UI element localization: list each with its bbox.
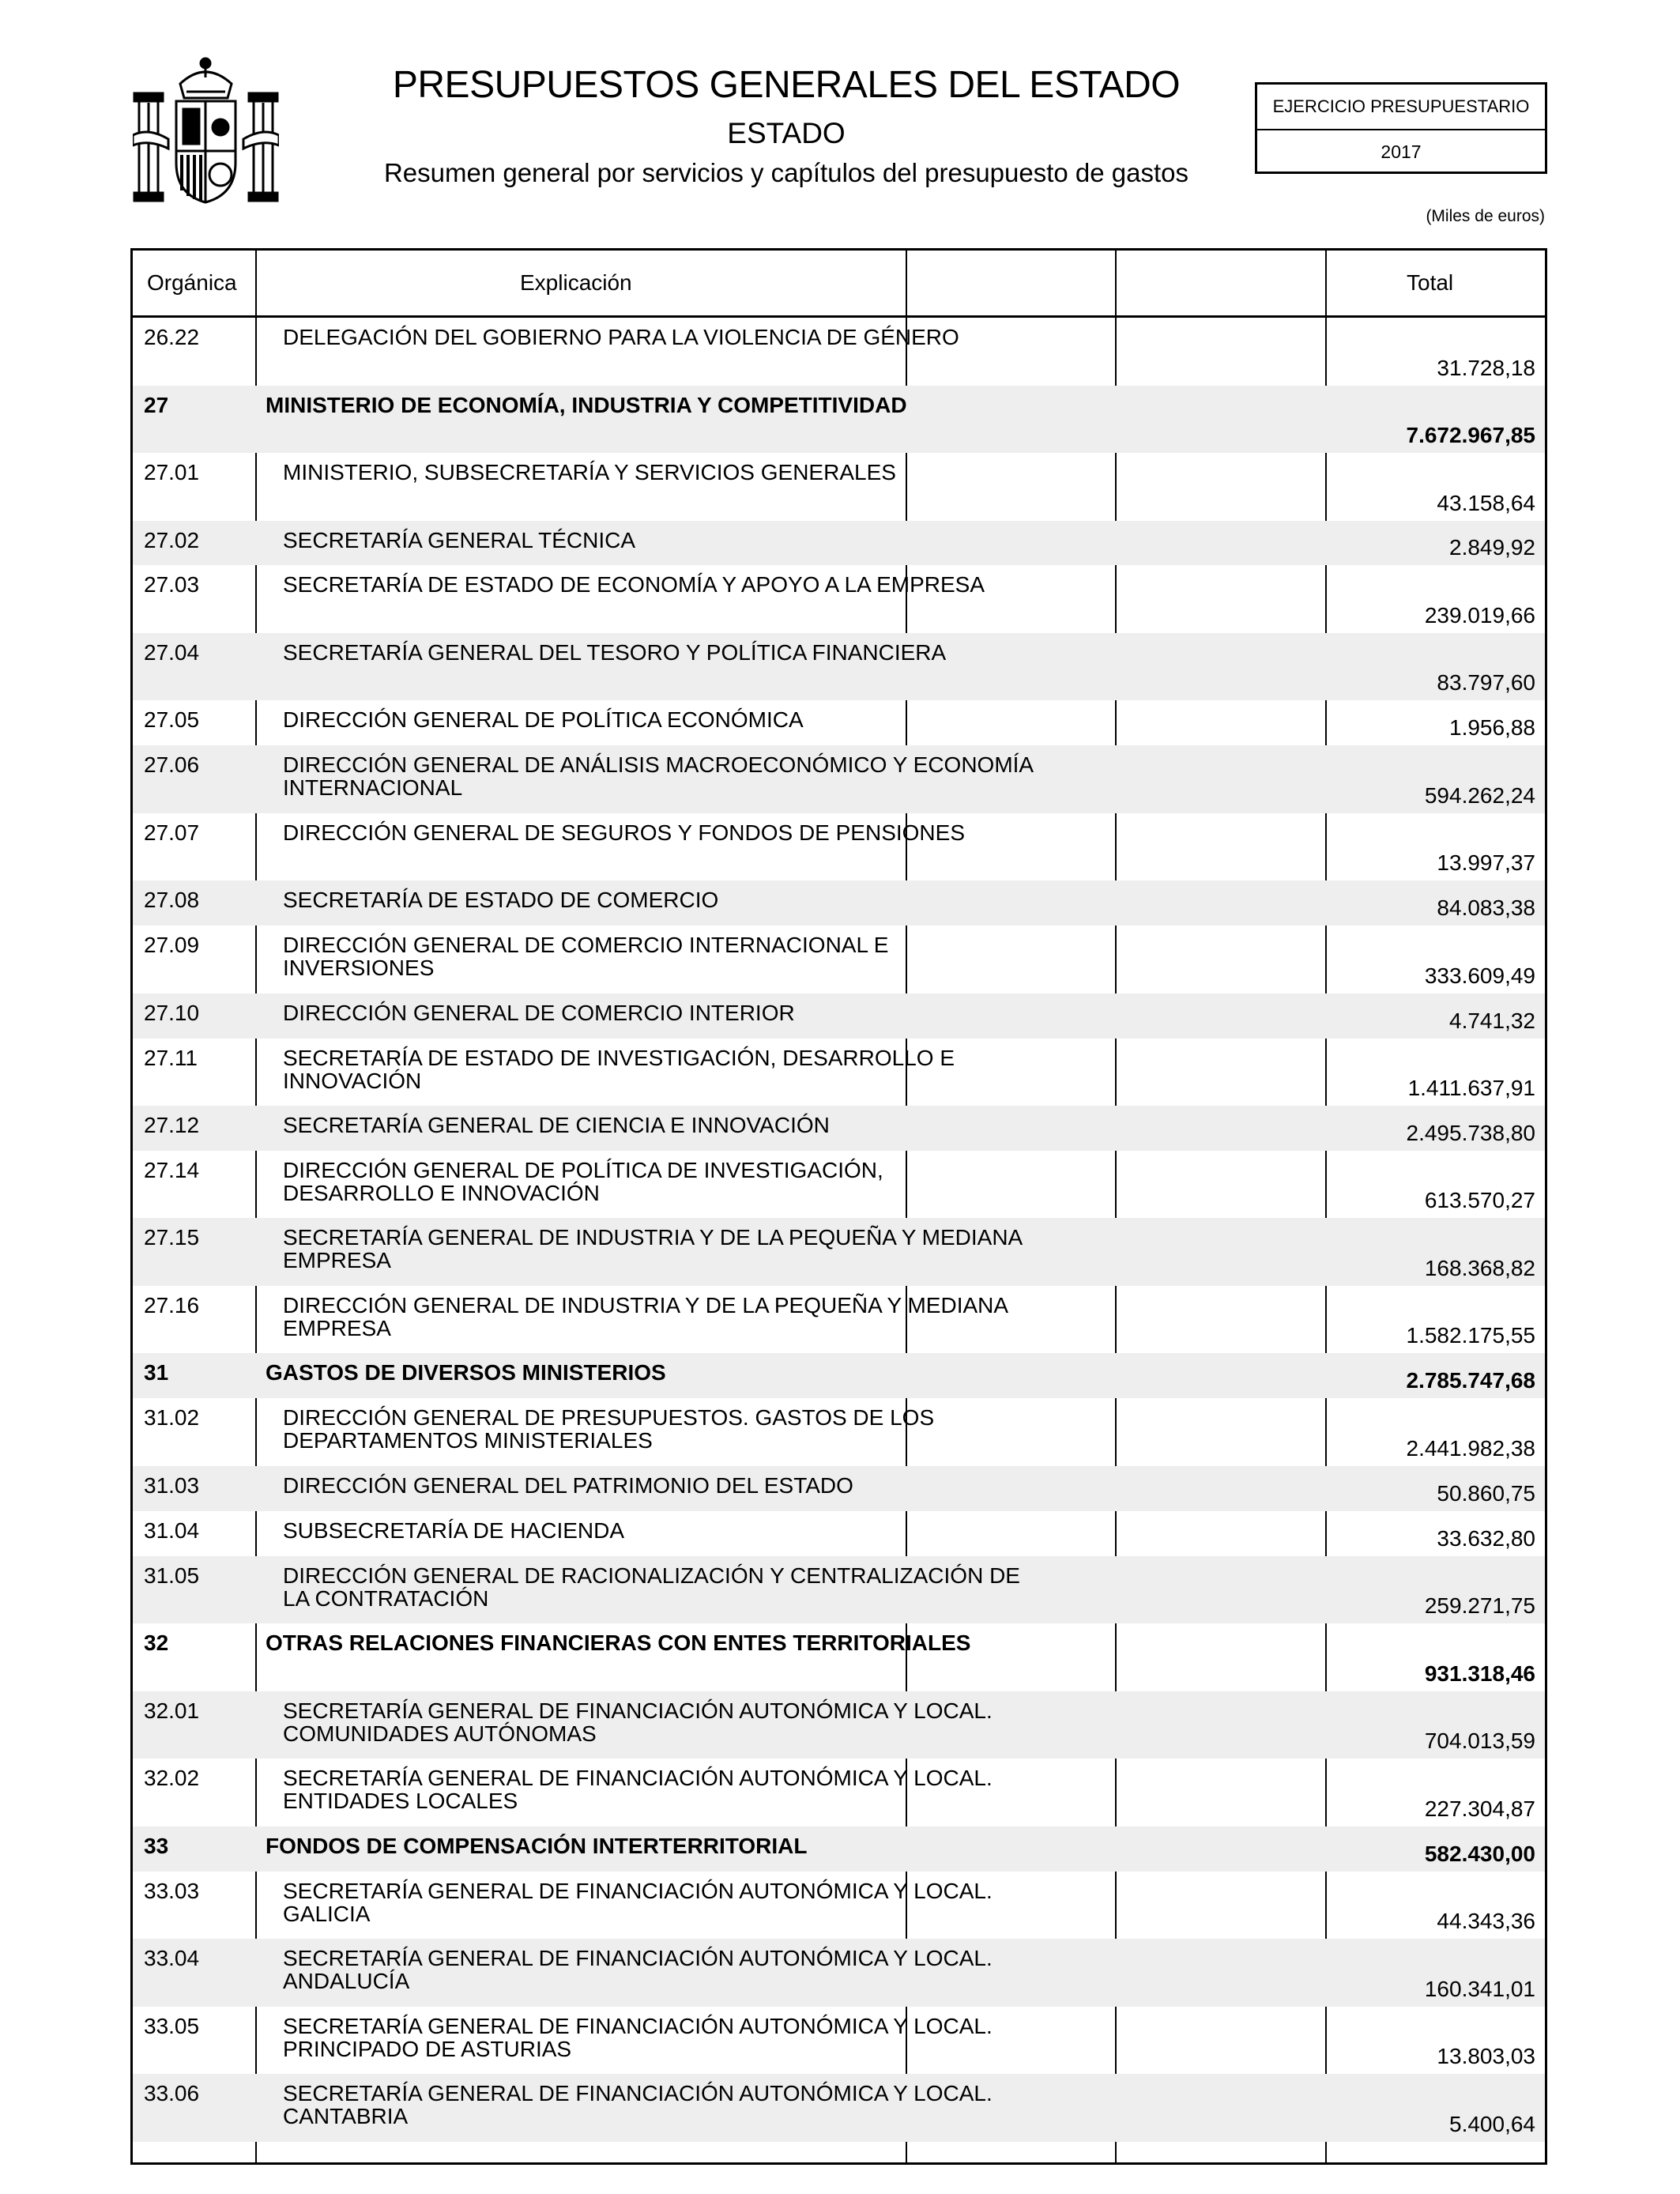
row-code: 32 [144, 1630, 169, 1656]
row-description: SECRETARÍA GENERAL DE CIENCIA E INNOVACIÓN [283, 1113, 830, 1138]
row-total: 704.013,59 [1424, 1728, 1535, 1754]
row-description: DELEGACIÓN DEL GOBIERNO PARA LA VIOLENCIA DE GÉNERO [283, 325, 959, 349]
row-code: 33.03 [144, 1878, 200, 1903]
row-total: 5.400,64 [1449, 2111, 1535, 2136]
row-description: MINISTERIO, SUBSECRETARÍA Y SERVICIOS GENERALES [283, 460, 896, 484]
row-total: 31.728,18 [1437, 355, 1535, 380]
row-description: DIRECCIÓN GENERAL DE RACIONALIZACIÓN Y CENTRALIZACIÓN DE LA CONTRATACIÓN [283, 1563, 1020, 1611]
row-code: 33.06 [144, 2081, 200, 2106]
fiscal-year-value: 2017 [1381, 141, 1422, 162]
row-description: SECRETARÍA GENERAL DE FINANCIACIÓN AUTONÓMICA Y LOCAL. ANDALUCÍA [283, 1946, 993, 1994]
row-code: 31 [144, 1360, 169, 1385]
table-row [133, 1939, 1545, 2007]
row-total: 613.570,27 [1424, 1188, 1535, 1213]
table-row [133, 565, 1545, 633]
row-description: OTRAS RELACIONES FINANCIERAS CON ENTES TERRITORIALES [266, 1630, 971, 1656]
row-description: MINISTERIO DE ECONOMÍA, INDUSTRIA Y COMPETITIVIDAD [266, 392, 907, 417]
row-code: 26.22 [144, 325, 200, 349]
row-code: 33.05 [144, 2013, 200, 2038]
table-row [133, 745, 1545, 813]
fiscal-year-box [1255, 82, 1547, 174]
table-row [133, 1556, 1545, 1624]
row-description: SECRETARÍA GENERAL DE FINANCIACIÓN AUTONÓMICA Y LOCAL. PRINCIPADO DE ASTURIAS [283, 2013, 993, 2061]
table-row [133, 2007, 1545, 2075]
row-total: 594.262,24 [1424, 782, 1535, 808]
row-total: 227.304,87 [1424, 1796, 1535, 1821]
fiscal-year-label: EJERCICIO PRESUPUESTARIO [1257, 85, 1545, 130]
table-row [133, 1151, 1545, 1219]
row-total: 13.997,37 [1437, 850, 1535, 876]
row-code: 27.08 [144, 888, 200, 913]
row-description: SUBSECRETARÍA DE HACIENDA [283, 1517, 625, 1543]
row-code: 32.01 [144, 1698, 200, 1723]
row-description: FONDOS DE COMPENSACIÓN INTERTERRITORIAL [266, 1833, 808, 1858]
row-description: SECRETARÍA GENERAL DE FINANCIACIÓN AUTONÓMICA Y LOCAL. GALICIA [283, 1878, 993, 1926]
row-description: GASTOS DE DIVERSOS MINISTERIOS [266, 1360, 666, 1385]
table-row [133, 1218, 1545, 1286]
table-row [133, 700, 1545, 745]
row-code: 27.09 [144, 933, 200, 958]
row-description: SECRETARÍA GENERAL DE FINANCIACIÓN AUTONÓMICA Y LOCAL. CANTABRIA [283, 2081, 993, 2129]
table-body [133, 318, 1545, 2142]
table-row [133, 925, 1545, 993]
table-row [133, 2074, 1545, 2142]
row-total: 931.318,46 [1424, 1661, 1535, 1686]
row-total: 2.849,92 [1449, 535, 1535, 560]
row-code: 27.15 [144, 1225, 200, 1250]
table-row [133, 1759, 1545, 1826]
row-total: 239.019,66 [1424, 602, 1535, 628]
row-code: 27.11 [144, 1045, 198, 1070]
row-code: 33.04 [144, 1946, 200, 1971]
row-description: DIRECCIÓN GENERAL DE POLÍTICA ECONÓMICA [283, 707, 804, 733]
row-total: 13.803,03 [1437, 2044, 1535, 2069]
row-code: 27.01 [144, 460, 200, 484]
row-code: 27.16 [144, 1292, 200, 1318]
row-description: SECRETARÍA DE ESTADO DE INVESTIGACIÓN, DESARROLLO E INNOVACIÓN [283, 1045, 955, 1093]
table-section-row [133, 386, 1545, 454]
row-description: DIRECCIÓN GENERAL DE PRESUPUESTOS. GASTOS DE LOS DEPARTAMENTOS MINISTERIALES [283, 1405, 935, 1453]
row-code: 33 [144, 1833, 169, 1858]
row-total: 582.430,00 [1424, 1841, 1535, 1866]
row-code: 27.05 [144, 707, 200, 733]
page-description: Resumen general por servicios y capítulos del presupuesto de gastos [383, 158, 1189, 187]
row-code: 27.06 [144, 752, 200, 778]
row-code: 31.02 [144, 1405, 200, 1431]
page-title: PRESUPUESTOS GENERALES DEL ESTADO [392, 64, 1181, 106]
table-section-row [133, 1826, 1545, 1872]
row-total: 33.632,80 [1437, 1525, 1535, 1551]
table-row [133, 633, 1545, 701]
row-code: 27.04 [144, 639, 200, 665]
row-code: 27 [144, 392, 169, 417]
table-row [133, 1872, 1545, 1940]
table-section-row [133, 1623, 1545, 1691]
row-total: 168.368,82 [1424, 1255, 1535, 1280]
table-section-row [133, 1353, 1545, 1398]
row-total: 1.411.637,91 [1407, 1076, 1535, 1101]
page-subtitle: ESTADO [727, 117, 846, 149]
row-description: DIRECCIÓN GENERAL DEL PATRIMONIO DEL ESTADO [283, 1472, 853, 1498]
row-code: 27.10 [144, 1000, 200, 1025]
table-header [133, 251, 1545, 318]
row-total: 50.860,75 [1437, 1480, 1535, 1506]
coat-of-arms-logo [133, 52, 279, 207]
table-row [133, 813, 1545, 881]
row-total: 2.441.982,38 [1406, 1435, 1535, 1461]
table-row [133, 318, 1545, 386]
column-header-total: Total [1407, 270, 1454, 295]
table-row [133, 521, 1545, 566]
table-row [133, 880, 1545, 925]
row-total: 44.343,36 [1437, 1909, 1535, 1934]
row-total: 1.582.175,55 [1406, 1323, 1535, 1348]
budget-table [130, 248, 1547, 2165]
column-header-explicacion: Explicación [520, 270, 632, 295]
units-note: (Miles de euros) [1426, 207, 1545, 225]
row-total: 43.158,64 [1437, 490, 1535, 515]
row-description: DIRECCIÓN GENERAL DE COMERCIO INTERIOR [283, 1000, 795, 1025]
row-total: 7.672.967,85 [1406, 423, 1535, 447]
table-row [133, 1398, 1545, 1466]
row-description: SECRETARÍA DE ESTADO DE COMERCIO [283, 888, 719, 913]
row-code: 31.04 [144, 1517, 200, 1543]
row-total: 259.271,75 [1424, 1593, 1535, 1619]
row-code: 27.14 [144, 1157, 200, 1182]
row-description: SECRETARÍA GENERAL DE FINANCIACIÓN AUTONÓMICA Y LOCAL. COMUNIDADES AUTÓNOMAS [283, 1698, 993, 1746]
row-code: 27.02 [144, 527, 200, 552]
row-description: SECRETARÍA GENERAL DE INDUSTRIA Y DE LA PEQUEÑA Y MEDIANA EMPRESA [283, 1225, 1022, 1273]
row-total: 4.741,32 [1449, 1008, 1535, 1033]
row-description: DIRECCIÓN GENERAL DE POLÍTICA DE INVESTIGACIÓN, DESARROLLO E INNOVACIÓN [283, 1157, 883, 1205]
table-row [133, 1691, 1545, 1759]
row-total: 1.956,88 [1449, 715, 1535, 741]
table-row [133, 1286, 1545, 1354]
row-code: 31.03 [144, 1472, 200, 1498]
row-code: 27.12 [144, 1113, 200, 1138]
table-row [133, 1511, 1545, 1556]
row-total: 2.495.738,80 [1406, 1120, 1535, 1145]
row-code: 31.05 [144, 1563, 200, 1588]
table-row [133, 1106, 1545, 1151]
column-header-organica: Orgánica [147, 270, 237, 295]
row-description: DIRECCIÓN GENERAL DE COMERCIO INTERNACIONAL E INVERSIONES [283, 933, 889, 981]
table-row [133, 993, 1545, 1039]
row-description: SECRETARÍA DE ESTADO DE ECONOMÍA Y APOYO A LA EMPRESA [283, 572, 985, 598]
row-code: 32.02 [144, 1766, 200, 1791]
row-total: 160.341,01 [1424, 1976, 1535, 2001]
table-row [133, 1466, 1545, 1511]
table-row [133, 1039, 1545, 1106]
row-description: SECRETARÍA GENERAL DE FINANCIACIÓN AUTONÓMICA Y LOCAL. ENTIDADES LOCALES [283, 1766, 993, 1814]
row-description: DIRECCIÓN GENERAL DE INDUSTRIA Y DE LA PEQUEÑA Y MEDIANA EMPRESA [283, 1292, 1008, 1340]
row-code: 27.03 [144, 572, 200, 598]
row-description: DIRECCIÓN GENERAL DE ANÁLISIS MACROECONÓMICO Y ECONOMÍA INTERNACIONAL [283, 752, 1033, 801]
row-total: 2.785.747,68 [1406, 1368, 1535, 1393]
table-row [133, 453, 1545, 521]
row-code: 27.07 [144, 820, 200, 845]
row-total: 83.797,60 [1437, 670, 1535, 696]
row-total: 84.083,38 [1437, 895, 1535, 921]
row-description: DIRECCIÓN GENERAL DE SEGUROS Y FONDOS DE PENSIONES [283, 820, 965, 845]
row-description: SECRETARÍA GENERAL DEL TESORO Y POLÍTICA FINANCIERA [283, 639, 947, 665]
row-total: 333.609,49 [1424, 963, 1535, 988]
row-description: SECRETARÍA GENERAL TÉCNICA [283, 527, 636, 552]
